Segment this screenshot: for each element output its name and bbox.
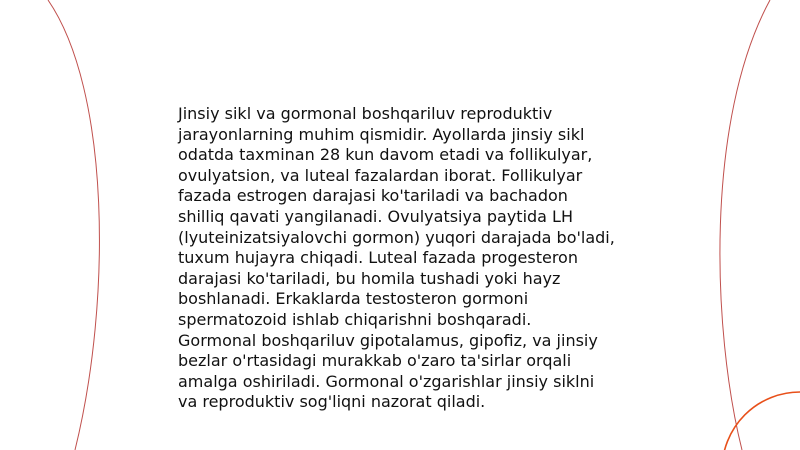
text-line: fazada estrogen darajasi ko'tariladi va bachadon: [178, 186, 568, 206]
text-line: amalga oshiriladi. Gormonal o'zgarishlar jinsiy siklni: [178, 371, 595, 391]
text-line: shilliq qavati yangilanadi. Ovulyatsiya paytida LH: [178, 206, 573, 226]
text-line: Gormonal boshqariluv gipotalamus, gipofiz, va jinsiy: [178, 330, 598, 350]
text-line: ovulyatsion, va luteal fazalardan iborat. Follikulyar: [178, 165, 583, 185]
right-curve-line: [720, 0, 770, 450]
text-line: jarayonlarning muhim qismidir. Ayollarda jinsiy sikl: [178, 124, 585, 144]
orange-circle-arc: [722, 392, 800, 450]
text-line: spermatozoid ishlab chiqarishni boshqaradi.: [178, 309, 532, 329]
left-curve-line: [48, 0, 99, 450]
text-line: bezlar o'rtasidagi murakkab o'zaro ta'sirlar orqali: [178, 351, 572, 371]
text-line: tuxum hujayra chiqadi. Luteal fazada progesteron: [178, 248, 578, 268]
text-line: boshlanadi. Erkaklarda testosteron gormoni: [178, 289, 529, 309]
text-line: odatda taxminan 28 kun davom etadi va follikulyar,: [178, 145, 593, 165]
text-line: darajasi ko'tariladi, bu homila tushadi yoki hayz: [178, 268, 561, 288]
body-paragraph: [178, 104, 648, 413]
text-line: va reproduktiv sog'liqni nazorat qiladi.: [178, 392, 486, 412]
text-line: Jinsiy sikl va gormonal boshqariluv reproduktiv: [178, 104, 553, 123]
text-line: (lyuteinizatsiyalovchi gormon) yuqori darajada bo'ladi,: [178, 227, 615, 247]
